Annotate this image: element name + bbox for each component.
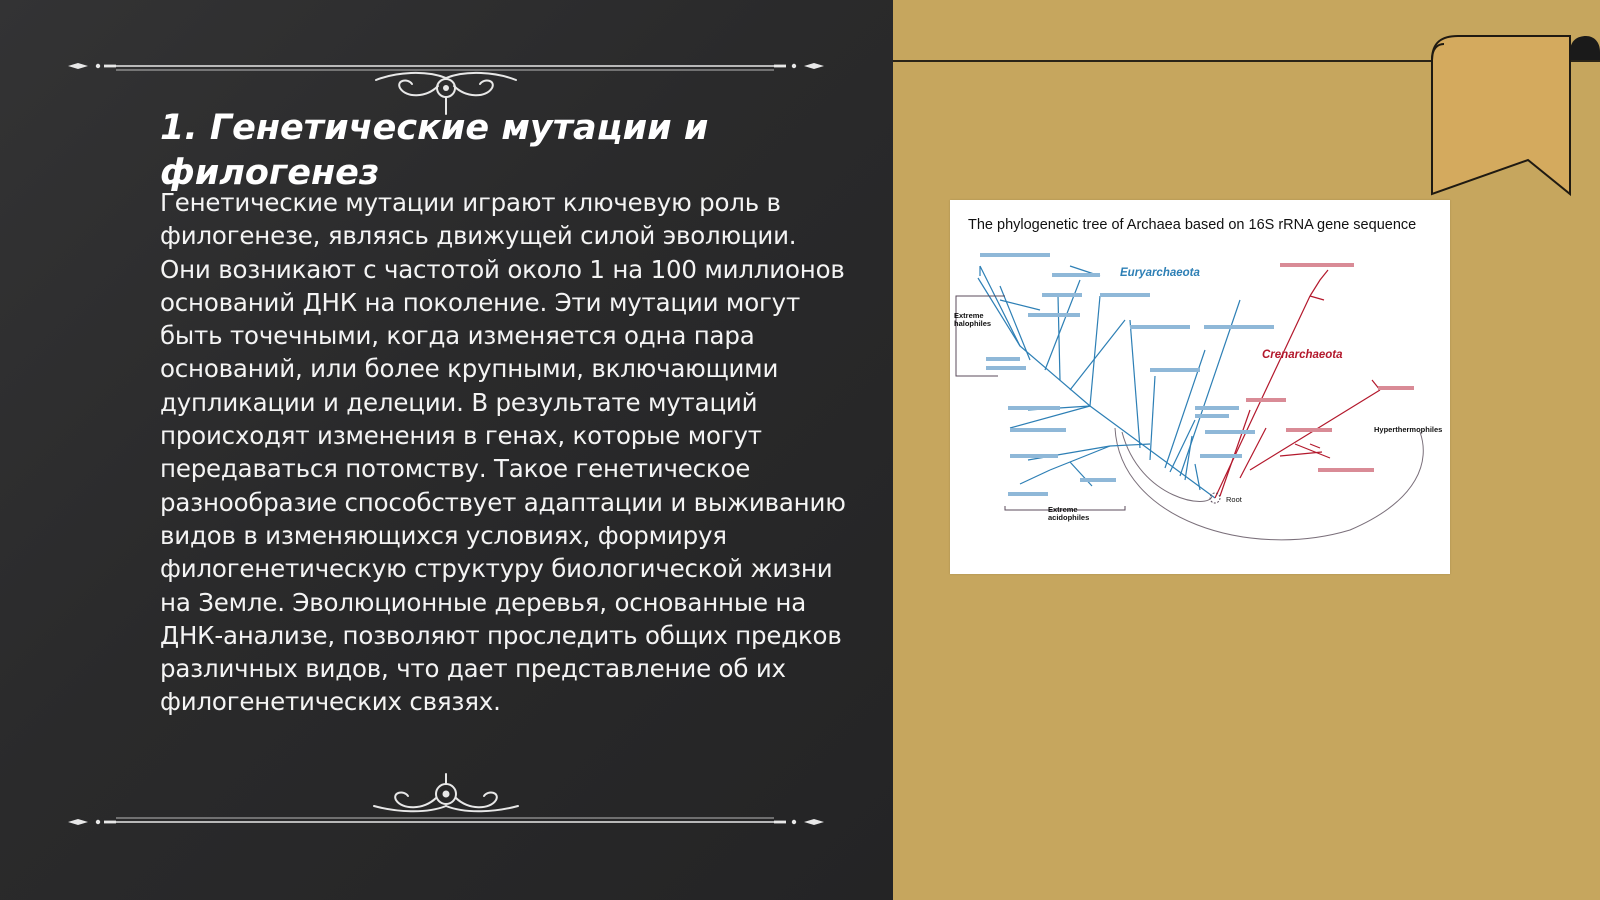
euryarchaeota-branches <box>978 266 1240 498</box>
bottom-ornament-divider <box>66 770 826 832</box>
extreme-acidophiles-label-line1: Extreme <box>1048 505 1078 514</box>
crenarchaeota-taxa-placeholders <box>1246 263 1414 472</box>
root-label: Root <box>1226 495 1242 504</box>
figure-caption: The phylogenetic tree of Archaea based on 16S rRNA gene sequence <box>968 217 1417 233</box>
slide-body-text: Генетические мутации играют ключевую роль в филогенезе, являясь движущей силой эволюции. Они возникают с частотой около 1 на 100 миллионов оснований ДНК на поколение. Эти мутации могут быть точечными, когда изменяется одна пара оснований, или более крупными, включающими дупликации и делеции. В результате мутаций происходят изменения в генах, которые могут передаваться потомству. Такое генетическое разнообразие способствует адаптации и выживанию видов в изменяющихся условиях, формируя филогенетическую структуру биологической жизни на Земле. Эволюционные деревья, основанные на ДНК-анализе, позволяют проследить общих предков различных видов, что дает представление об их филогенетических связях. <box>160 188 846 717</box>
extreme-acidophiles-label-line2: acidophiles <box>1048 513 1090 522</box>
extreme-halophiles-label-line2: halophiles <box>954 319 992 328</box>
crenarchaeota-label: Crenarchaeota <box>1262 349 1343 361</box>
crenarchaeota-branches <box>1215 270 1380 498</box>
euryarchaeota-taxa-placeholders <box>980 253 1274 496</box>
hyperthermophiles-label: Hyperthermophiles <box>1374 425 1443 434</box>
bookmark-ribbon-icon <box>1430 30 1600 200</box>
extreme-halophiles-label-line1: Extreme <box>954 311 984 320</box>
euryarchaeota-label: Euryarchaeota <box>1120 267 1200 279</box>
slide-title: 1. Генетические мутации и филогенез <box>160 108 709 193</box>
phylogenetic-tree-diagram <box>950 200 1450 574</box>
phylogenetic-tree-figure <box>950 200 1450 574</box>
